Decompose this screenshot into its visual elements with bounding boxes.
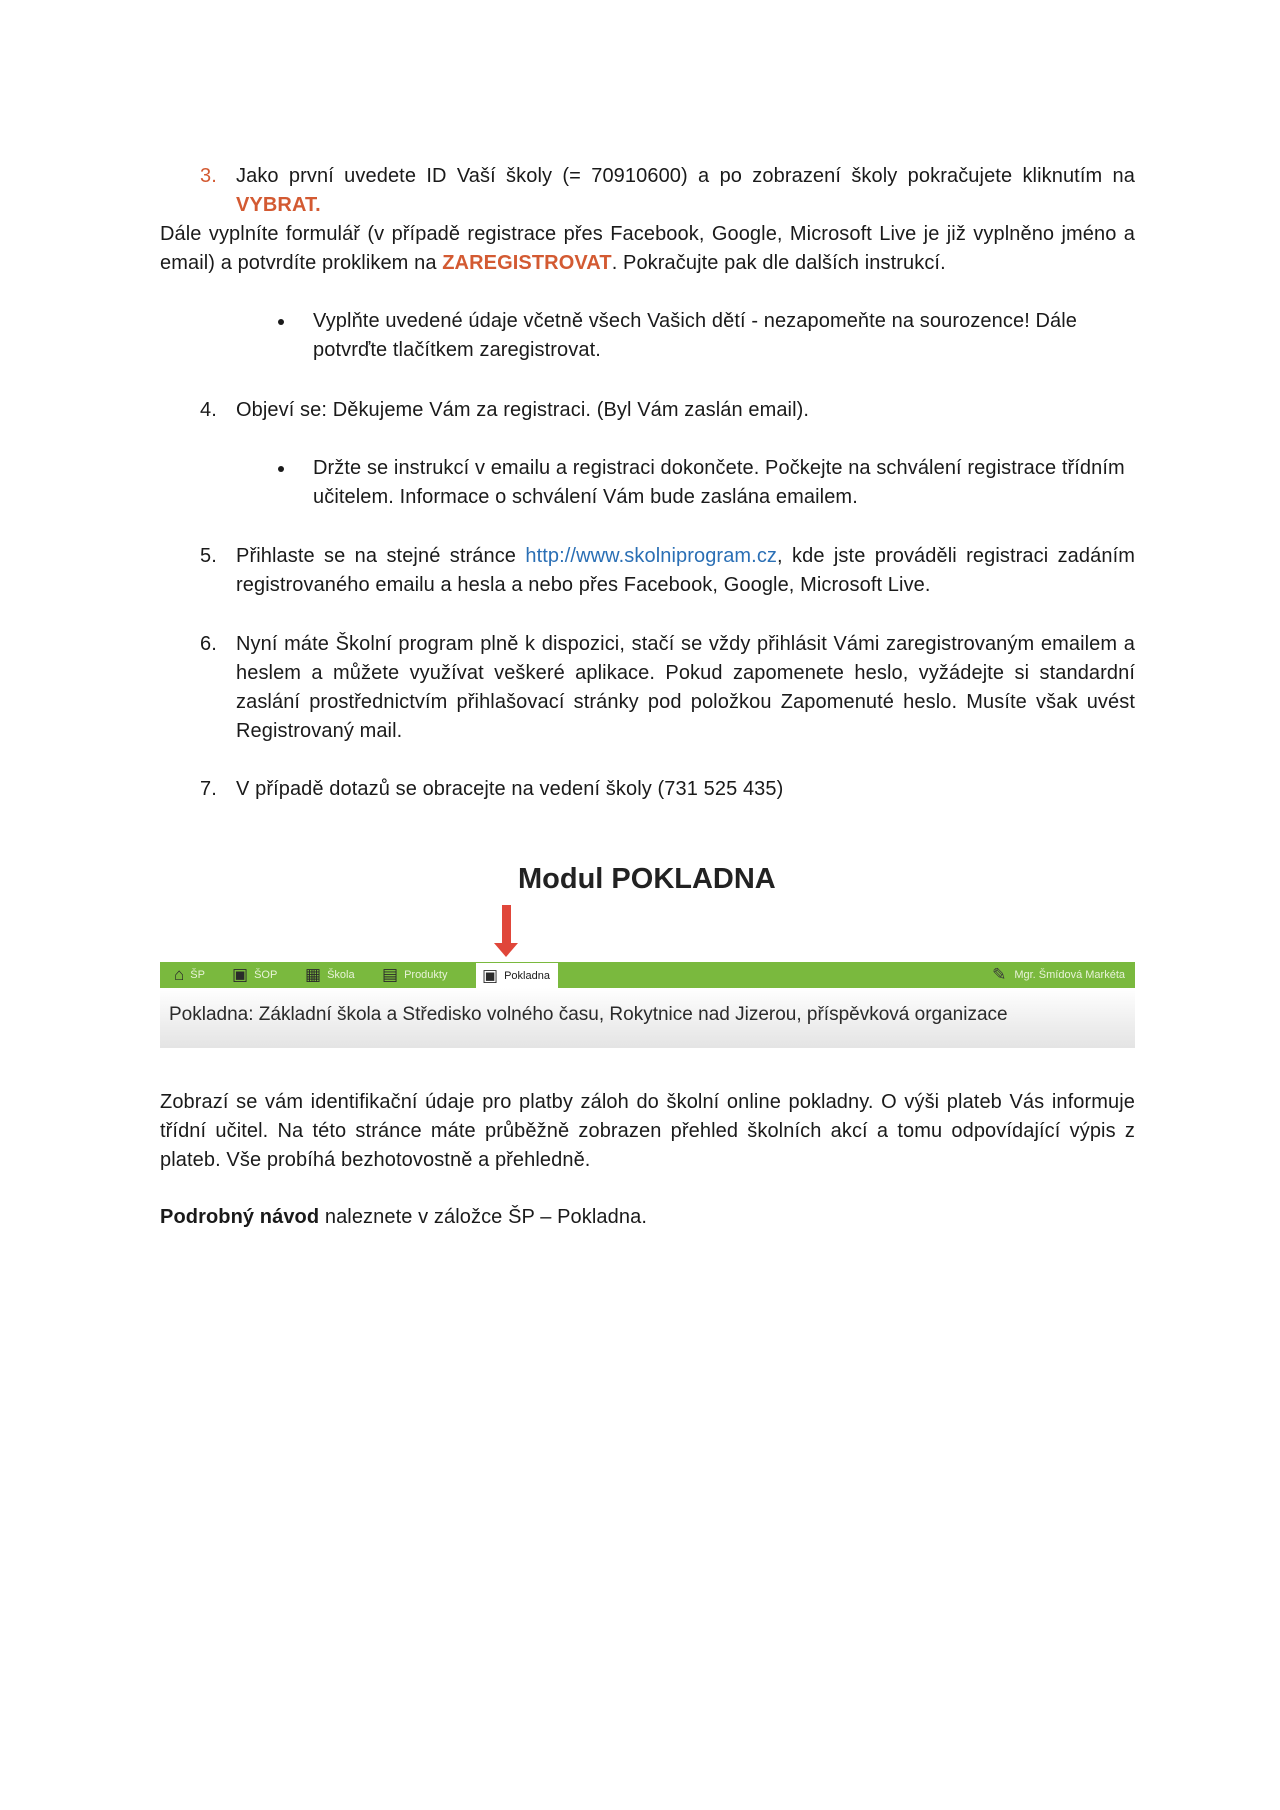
pokladna-info-bar	[160, 988, 1135, 1048]
nav-label-active: Pokladna	[504, 969, 550, 982]
pokladna-info-text: Pokladna: Základní škola a Středisko volného času, Rokytnice nad Jizerou, příspěvková organizace	[169, 1004, 1008, 1025]
step-5-number: 5.	[200, 545, 217, 567]
step-3-text: Jako první uvedete ID Vaší školy (= 70910600) a po zobrazení školy pokračujete kliknutím na	[236, 165, 1135, 187]
nav-item-pokladna[interactable]	[476, 963, 558, 988]
step-3-form-end: . Pokračujte pak dle dalších instrukcí.	[611, 252, 946, 274]
bullet-dot-icon	[278, 466, 284, 472]
step-4-text: Objeví se: Děkujeme Vám za registraci. (Byl Vám zaslán email).	[236, 399, 810, 421]
step-5-text-before: Přihlaste se na stejné stránce	[236, 545, 517, 567]
bullet-1-text: Vyplňte uvedené údaje včetně všech Vašich dětí - nezapomeňte na sourozence! Dále potvrďte tlačítkem zaregistrovat.	[313, 310, 1078, 361]
nav-item-skola[interactable]	[305, 962, 355, 988]
vybrat-highlight: VYBRAT.	[236, 194, 321, 216]
nav-label: Produkty	[404, 969, 448, 981]
step-5-text-after: , kde jste prováděli registraci zadáním registrovaného emailu a hesla a nebo přes Facebook, Google, Microsoft Live.	[236, 545, 1135, 596]
bullet-dot-icon	[278, 319, 284, 325]
step-5	[160, 542, 1135, 600]
nav-label: Škola	[327, 969, 355, 981]
app-navbar	[160, 962, 1135, 988]
nav-label: ŠP	[190, 969, 205, 981]
user-name: Mgr. Šmídová Markéta	[1014, 969, 1125, 981]
arrow-head-icon	[494, 943, 518, 957]
step-6-text: Nyní máte Školní program plně k dispozici, stačí se vždy přihlásit Vámi zaregistrovaným emailem a heslem a můžete využívat veškeré aplikace. Pokud zapomenete heslo, vyžádejte si standardní zaslání prostřednictvím přihlašovací stránky pod položkou Zapomenuté heslo. Musíte však uvést Registrovaný mail.	[236, 633, 1135, 742]
step-7-number: 7.	[200, 778, 217, 800]
nav-label: ŠOP	[254, 969, 278, 981]
cash-register-icon: ▣	[482, 965, 499, 985]
modul-title: Modul POKLADNA	[518, 863, 776, 895]
home-icon: ⌂	[174, 965, 185, 984]
nav-item-produkty[interactable]	[382, 962, 447, 988]
bullet-item-2	[270, 454, 1135, 512]
nav-item-sop[interactable]	[232, 962, 277, 988]
step-6-number: 6.	[200, 633, 217, 655]
wrench-icon: ✎	[992, 965, 1007, 984]
step-5-text	[236, 542, 1135, 600]
nav-item-sp[interactable]	[174, 962, 205, 988]
bullet-2-text: Držte se instrukcí v emailu a registraci dokončete. Počkejte na schválení registrace třídním učitelem. Informace o schválení Vám bude zaslána emailem.	[313, 457, 1125, 508]
paragraph-info: Zobrazí se vám identifikační údaje pro platby záloh do školní online pokladny. O výši plateb Vás informuje třídní učitel. Na této stránce máte průběžně zobrazen přehled školních akcí a tomu odpovídající výpis z plateb. Vše probíhá bezhotovostně a přehledně.	[160, 1091, 1135, 1171]
bullet-item-1	[270, 307, 1135, 365]
cash-register-icon: ▣	[232, 965, 249, 984]
step-7-text: V případě dotazů se obracejte na vedení školy (731 525 435)	[236, 778, 784, 800]
step-6	[160, 630, 1135, 746]
step-3	[160, 162, 1135, 220]
guide-bold: Podrobný návod	[160, 1206, 320, 1228]
step-3-continuation	[160, 220, 1135, 278]
skolniprogram-link[interactable]: http://www.skolniprogram.cz	[525, 545, 778, 567]
step-4	[160, 396, 1135, 425]
arrow-down-icon	[502, 905, 511, 945]
step-3-number: 3.	[200, 165, 217, 187]
step-4-number: 4.	[200, 399, 217, 421]
user-menu[interactable]	[992, 962, 1125, 988]
step-3-form-text: Dále vyplníte formulář (v případě registrace přes Facebook, Google, Microsoft Live je již vyplněno jméno a email) a potvrdíte proklikem na	[160, 223, 1135, 274]
paragraph-guide	[160, 1203, 1135, 1232]
school-icon: ▦	[305, 965, 322, 984]
zaregistrovat-highlight: ZAREGISTROVAT	[442, 252, 612, 274]
basket-icon: ▤	[382, 965, 399, 984]
guide-text: naleznete v záložce ŠP – Pokladna.	[319, 1206, 647, 1228]
step-7	[160, 775, 1135, 804]
step-3-line1	[236, 162, 1135, 220]
